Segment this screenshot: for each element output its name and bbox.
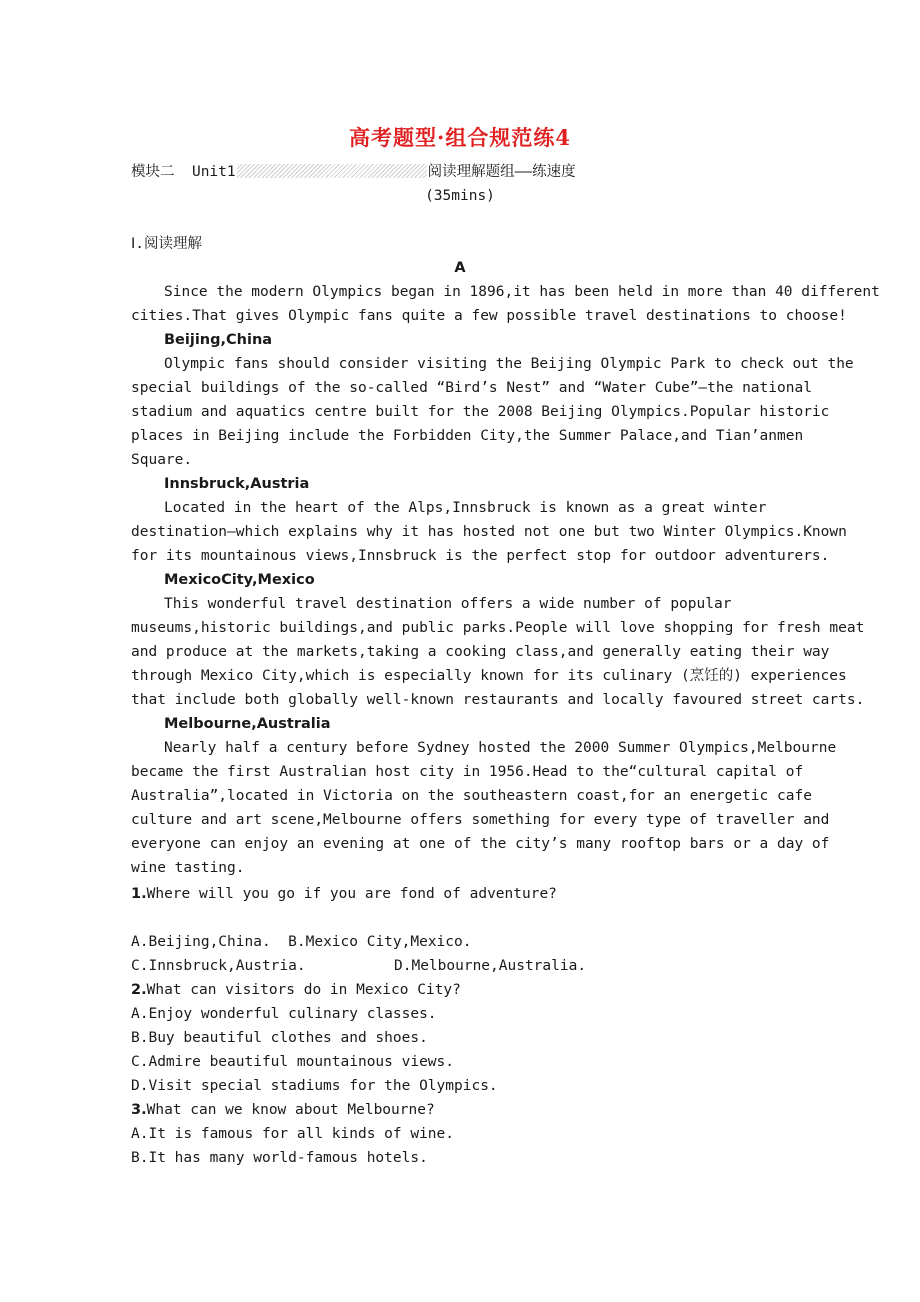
- option-d: D.Melbourne,Australia.: [394, 958, 587, 974]
- part-heading: Ⅰ.阅读理解: [131, 236, 203, 252]
- page-title: 高考题型·组合规范练4: [349, 125, 571, 150]
- city-heading-innsbruck: Innsbruck,Austria: [164, 476, 310, 492]
- paragraph-line: special buildings of the so-called “Bird’s Nest” and “Water Cube”—the national: [131, 380, 812, 396]
- paragraph-line: This wonderful travel destination offers a wide number of popular: [164, 596, 732, 612]
- paragraph-line: wine tasting.: [131, 860, 245, 876]
- city-heading-beijing: Beijing,China: [164, 332, 273, 348]
- question-stem: What can visitors do in Mexico City?: [146, 982, 461, 998]
- paragraph-line: Olympic fans should consider visiting the Beijing Olympic Park to check out the: [164, 356, 854, 372]
- city-heading-mexico-city: MexicoCity,Mexico: [164, 572, 315, 588]
- paragraph-line: that include both globally well-known restaurants and locally favoured street carts.: [131, 692, 865, 708]
- section-label: 阅读理解题组——练速度: [427, 164, 576, 180]
- paragraph-line: through Mexico City,which is especially known for its culinary (烹饪的) experiences: [131, 668, 847, 684]
- time-limit: (35mins): [425, 188, 495, 204]
- passage-label: A: [454, 260, 466, 276]
- option-a: A.It is famous for all kinds of wine.: [131, 1126, 455, 1142]
- question-number: 1.: [131, 886, 147, 902]
- paragraph-line: culture and art scene,Melbourne offers something for every type of traveller and: [131, 812, 830, 828]
- paragraph-line: Located in the heart of the Alps,Innsbruck is known as a great winter: [164, 500, 767, 516]
- option-c: C.Innsbruck,Austria.: [131, 958, 306, 974]
- paragraph-line: destination—which explains why it has hosted not one but two Winter Olympics.Known: [131, 524, 847, 540]
- question-stem: Where will you go if you are fond of adventure?: [146, 886, 557, 902]
- question-number: 2.: [131, 982, 147, 998]
- question-2: [131, 978, 461, 1002]
- option-c: C.Admire beautiful mountainous views.: [131, 1054, 455, 1070]
- intro-line: Since the modern Olympics began in 1896,it has been held in more than 40 different: [164, 284, 880, 300]
- paragraph-line: stadium and aquatics centre built for the 2008 Beijing Olympics.Popular historic: [131, 404, 830, 420]
- question-number: 3.: [131, 1102, 147, 1118]
- city-heading-melbourne: Melbourne,Australia: [164, 716, 331, 732]
- question-1: [131, 882, 557, 906]
- paragraph-line: became the first Australian host city in 1956.Head to the“cultural capital of: [131, 764, 804, 780]
- option-b: B.Buy beautiful clothes and shoes.: [131, 1030, 428, 1046]
- paragraph-line: Nearly half a century before Sydney hosted the 2000 Summer Olympics,Melbourne: [164, 740, 837, 756]
- module-label: 模块二: [131, 164, 175, 180]
- option-b: B.Mexico City,Mexico.: [288, 934, 472, 950]
- option-b: B.It has many world-famous hotels.: [131, 1150, 428, 1166]
- paragraph-line: museums,historic buildings,and public parks.People will love shopping for fresh meat: [131, 620, 865, 636]
- intro-line: cities.That gives Olympic fans quite a few possible travel destinations to choose!: [131, 308, 847, 324]
- subtitle-row: [131, 160, 576, 184]
- paragraph-line: and produce at the markets,taking a cooking class,and generally eating their way: [131, 644, 830, 660]
- hatched-placeholder: [237, 164, 427, 178]
- paragraph-line: everyone can enjoy an evening at one of the city’s many rooftop bars or a day of: [131, 836, 830, 852]
- option-d: D.Visit special stadiums for the Olympics.: [131, 1078, 498, 1094]
- option-a: A.Enjoy wonderful culinary classes.: [131, 1006, 437, 1022]
- option-row: [131, 930, 471, 954]
- paragraph-line: places in Beijing include the Forbidden City,the Summer Palace,and Tian’anmen: [131, 428, 804, 444]
- question-stem: What can we know about Melbourne?: [146, 1102, 435, 1118]
- paragraph-line: for its mountainous views,Innsbruck is the perfect stop for outdoor adventurers.: [131, 548, 830, 564]
- unit-label: Unit1: [191, 164, 236, 180]
- question-3: [131, 1098, 435, 1122]
- option-a: A.Beijing,China.: [131, 934, 271, 950]
- paragraph-line: Square.: [131, 452, 193, 468]
- paragraph-line: Australia”,located in Victoria on the southeastern coast,for an energetic cafe: [131, 788, 812, 804]
